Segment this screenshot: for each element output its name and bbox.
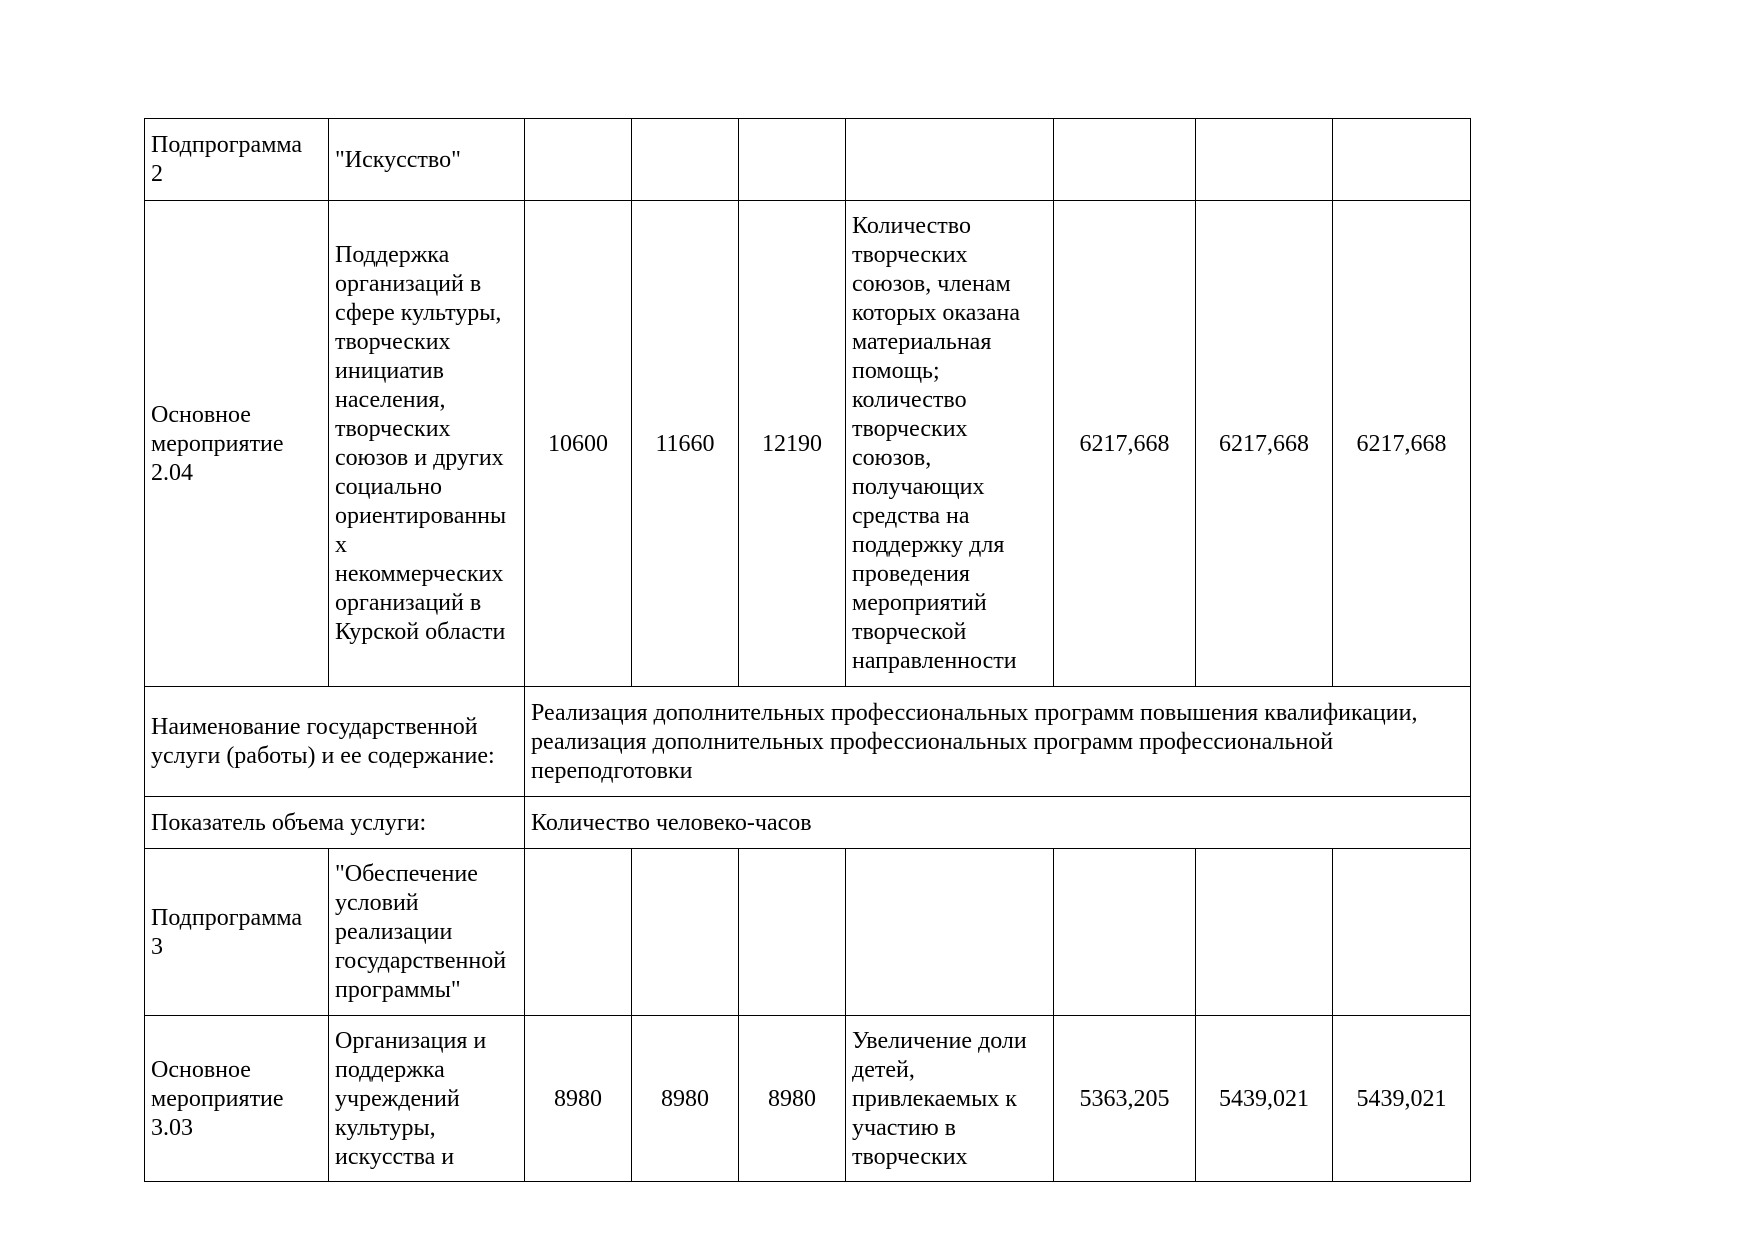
service-volume-value: Количество человеко-часов [525,797,1471,849]
activity-3-03-cost-3: 5439,021 [1333,1016,1471,1182]
table-row-activity-2-04 [145,201,1471,687]
empty-cell [632,119,739,201]
subprogram-2-title: "Искусство" [329,119,525,201]
empty-cell [525,119,632,201]
table-row-service-name [145,687,1471,797]
activity-3-03-indicator: Увеличение доли детей, привлекаемых к участию в творческих [846,1016,1054,1182]
empty-cell [846,849,1054,1016]
empty-cell [1333,849,1471,1016]
service-volume-label: Показатель объема услуги: [145,797,525,849]
activity-2-04-cost-3: 6217,668 [1333,201,1471,687]
empty-cell [632,849,739,1016]
table-row-subprogram-2 [145,119,1471,201]
activity-3-03-cost-1: 5363,205 [1054,1016,1196,1182]
activity-2-04-label: Основное мероприятие 2.04 [145,201,329,687]
activity-3-03-volume-3: 8980 [739,1016,846,1182]
table-row-activity-3-03 [145,1016,1471,1182]
activity-2-04-indicator: Количество творческих союзов, членам которых оказана материальная помощь; количество творческих союзов, получающих средства на поддержку для проведения мероприятий творческой направленности [846,201,1054,687]
empty-cell [1333,119,1471,201]
service-name-label: Наименование государственной услуги (работы) и ее содержание: [145,687,525,797]
activity-2-04-volume-2: 11660 [632,201,739,687]
empty-cell [525,849,632,1016]
table-row-service-volume [145,797,1471,849]
subprogram-2-label: Подпрограмма 2 [145,119,329,201]
activity-3-03-label: Основное мероприятие 3.03 [145,1016,329,1182]
table-row-subprogram-3 [145,849,1471,1016]
activity-2-04-cost-2: 6217,668 [1196,201,1333,687]
empty-cell [1196,119,1333,201]
empty-cell [739,849,846,1016]
activity-3-03-volume-2: 8980 [632,1016,739,1182]
activity-2-04-volume-3: 12190 [739,201,846,687]
empty-cell [1054,119,1196,201]
program-table [144,118,1471,1182]
empty-cell [846,119,1054,201]
activity-2-04-volume-1: 10600 [525,201,632,687]
subprogram-3-title: "Обеспечение условий реализации государственной программы" [329,849,525,1016]
subprogram-3-label: Подпрограмма 3 [145,849,329,1016]
activity-3-03-volume-1: 8980 [525,1016,632,1182]
service-name-value: Реализация дополнительных профессиональных программ повышения квалификации, реализация дополнительных профессиональных программ профессиональной переподготовки [525,687,1471,797]
activity-2-04-description: Поддержка организаций в сфере культуры, творческих инициатив населения, творческих союзов и других социально ориентированны х некоммерческих организаций в Курской области [329,201,525,687]
empty-cell [739,119,846,201]
empty-cell [1054,849,1196,1016]
activity-3-03-cost-2: 5439,021 [1196,1016,1333,1182]
empty-cell [1196,849,1333,1016]
activity-3-03-description: Организация и поддержка учреждений культуры, искусства и [329,1016,525,1182]
activity-2-04-cost-1: 6217,668 [1054,201,1196,687]
